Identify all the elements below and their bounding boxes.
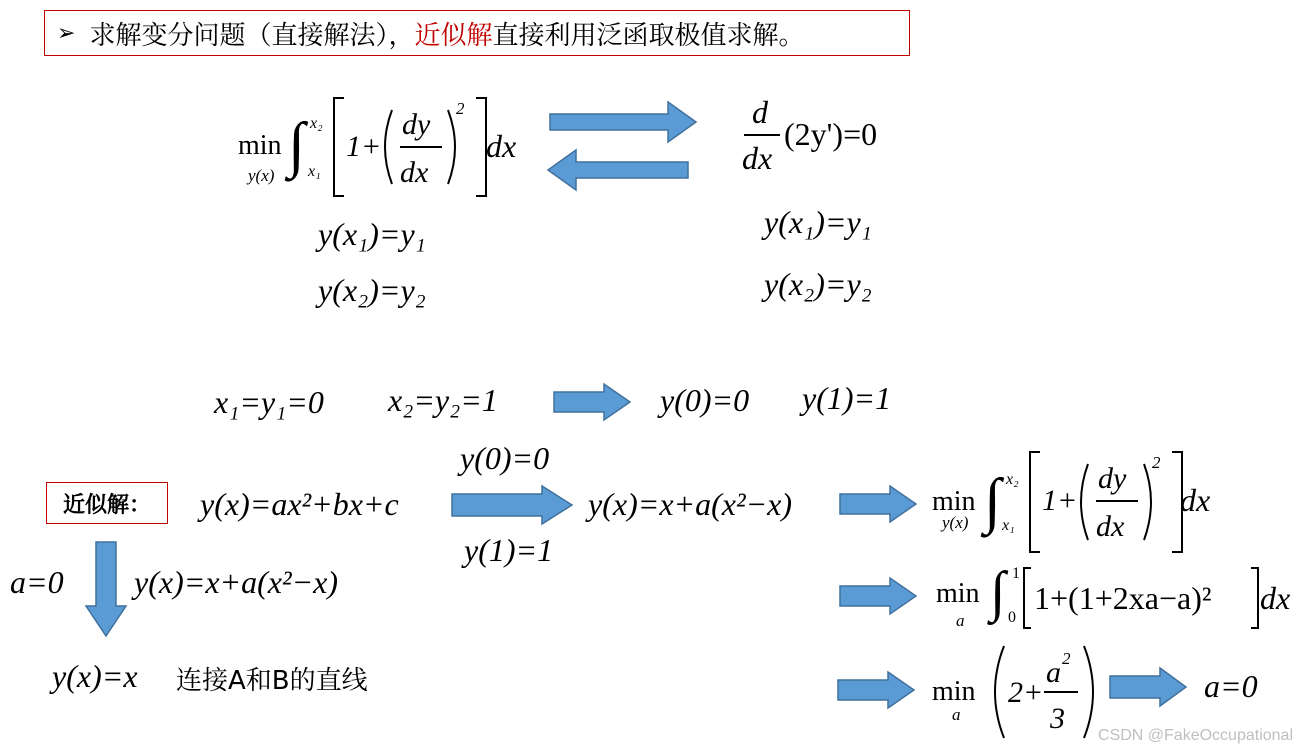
svg-text:2+: 2+ <box>1008 676 1044 709</box>
approx-label: 近似解： <box>62 492 151 518</box>
header-box <box>44 10 910 56</box>
final-equation: y(x)=x <box>52 658 138 694</box>
step2-integral: ∫ <box>990 561 1006 623</box>
svg-text:2: 2 <box>1152 453 1161 472</box>
dx-label: dx <box>486 128 517 164</box>
left-substituted: y(x)=x+a(x²−x) <box>134 564 339 600</box>
trial-function: y(x)=ax²+bx+c <box>200 486 399 522</box>
integral-upper: x₂ <box>310 115 323 132</box>
arrow-right-3-icon <box>836 670 916 710</box>
svg-text:1+: 1+ <box>346 130 382 163</box>
step3-expression-graphic <box>988 644 1098 740</box>
watermark: CSDN @FakeOccupational <box>1098 727 1293 744</box>
step1-integral: ∫ <box>984 467 1001 535</box>
given-1: x₁=y₁=0 <box>214 384 324 420</box>
svg-text:dx: dx <box>1096 510 1125 543</box>
step1-dx: dx <box>1180 482 1211 518</box>
bullet-icon: ➢ <box>57 20 76 46</box>
step2-min-sub: a <box>956 611 965 630</box>
step2-min: min <box>936 578 980 609</box>
condition-top: y(0)=0 <box>460 440 550 476</box>
step1-upper: x₂ <box>1006 471 1019 488</box>
step2-lower: 0 <box>1008 609 1016 626</box>
arrow-approx-icon <box>450 484 575 526</box>
step1-lower: x₁ <box>1002 517 1015 534</box>
arrow-right-2-icon <box>838 576 918 616</box>
svg-text:dx: dx <box>400 156 429 189</box>
arrow-right-1-icon <box>838 484 918 524</box>
bc2-left: y(x₂)=y₂ <box>318 272 426 308</box>
functional-step-3 <box>932 644 1102 740</box>
functional-step-1 <box>932 448 1222 558</box>
bc2-right: y(x₂)=y₂ <box>764 266 872 302</box>
given-2: x₂=y₂=1 <box>388 382 498 418</box>
min-label: min <box>238 130 282 161</box>
step2-bracket-left <box>1022 564 1032 632</box>
final-text: 连接A和B的直线 <box>176 666 368 696</box>
min-subscript: y(x) <box>248 166 275 185</box>
result-2: y(1)=1 <box>802 380 892 416</box>
svg-text:dy: dy <box>402 108 431 141</box>
svg-text:a: a <box>1046 656 1061 689</box>
header-text-after: 直接利用泛函取极值求解。 <box>492 20 805 51</box>
step3-min-sub: a <box>952 705 961 724</box>
approx-label-box <box>46 482 168 524</box>
svg-text:2: 2 <box>1062 649 1071 668</box>
bc1-right: y(x₁)=y₁ <box>764 204 872 240</box>
step2-integrand: 1+(1+2xa−a)² <box>1034 580 1212 616</box>
euler-rest: (2y')=0 <box>784 116 878 152</box>
svg-text:3: 3 <box>1050 702 1065 735</box>
step1-integrand-graphic <box>1026 448 1186 558</box>
step1-min-sub: y(x) <box>942 513 969 532</box>
step1-min: min <box>932 486 976 517</box>
functional-step-2 <box>936 561 1296 634</box>
step2-dx: dx <box>1260 580 1291 616</box>
svg-text:1+: 1+ <box>1042 484 1078 517</box>
arrow-right-4-icon <box>1108 666 1188 708</box>
header-text-before: 求解变分问题（直接解法）， <box>89 20 415 51</box>
svg-text:2: 2 <box>456 99 465 118</box>
step3-min: min <box>932 676 976 707</box>
condition-bottom: y(1)=1 <box>464 532 554 568</box>
integral-lower: x₁ <box>308 163 321 180</box>
arrow-down-icon <box>86 540 128 638</box>
double-arrow-icon <box>548 100 698 190</box>
integrand-graphic <box>330 92 500 202</box>
arrow-middle-icon <box>552 382 632 422</box>
final-result: a=0 <box>1204 668 1258 704</box>
step2-bracket-right <box>1250 564 1260 632</box>
euler-numerator: d <box>752 94 768 130</box>
step2-upper: 1 <box>1012 565 1020 582</box>
header-text-red: 近似解 <box>414 20 493 51</box>
integral-sign: ∫ <box>288 111 305 179</box>
result-1: y(0)=0 <box>660 382 750 418</box>
a-zero-left: a=0 <box>10 564 64 600</box>
euler-denominator: dx <box>742 140 773 176</box>
bc1-left: y(x₁)=y₁ <box>318 216 426 252</box>
euler-fraction-bar <box>744 134 780 136</box>
svg-text:dy: dy <box>1098 462 1127 495</box>
substituted-function: y(x)=x+a(x²−x) <box>588 486 793 522</box>
